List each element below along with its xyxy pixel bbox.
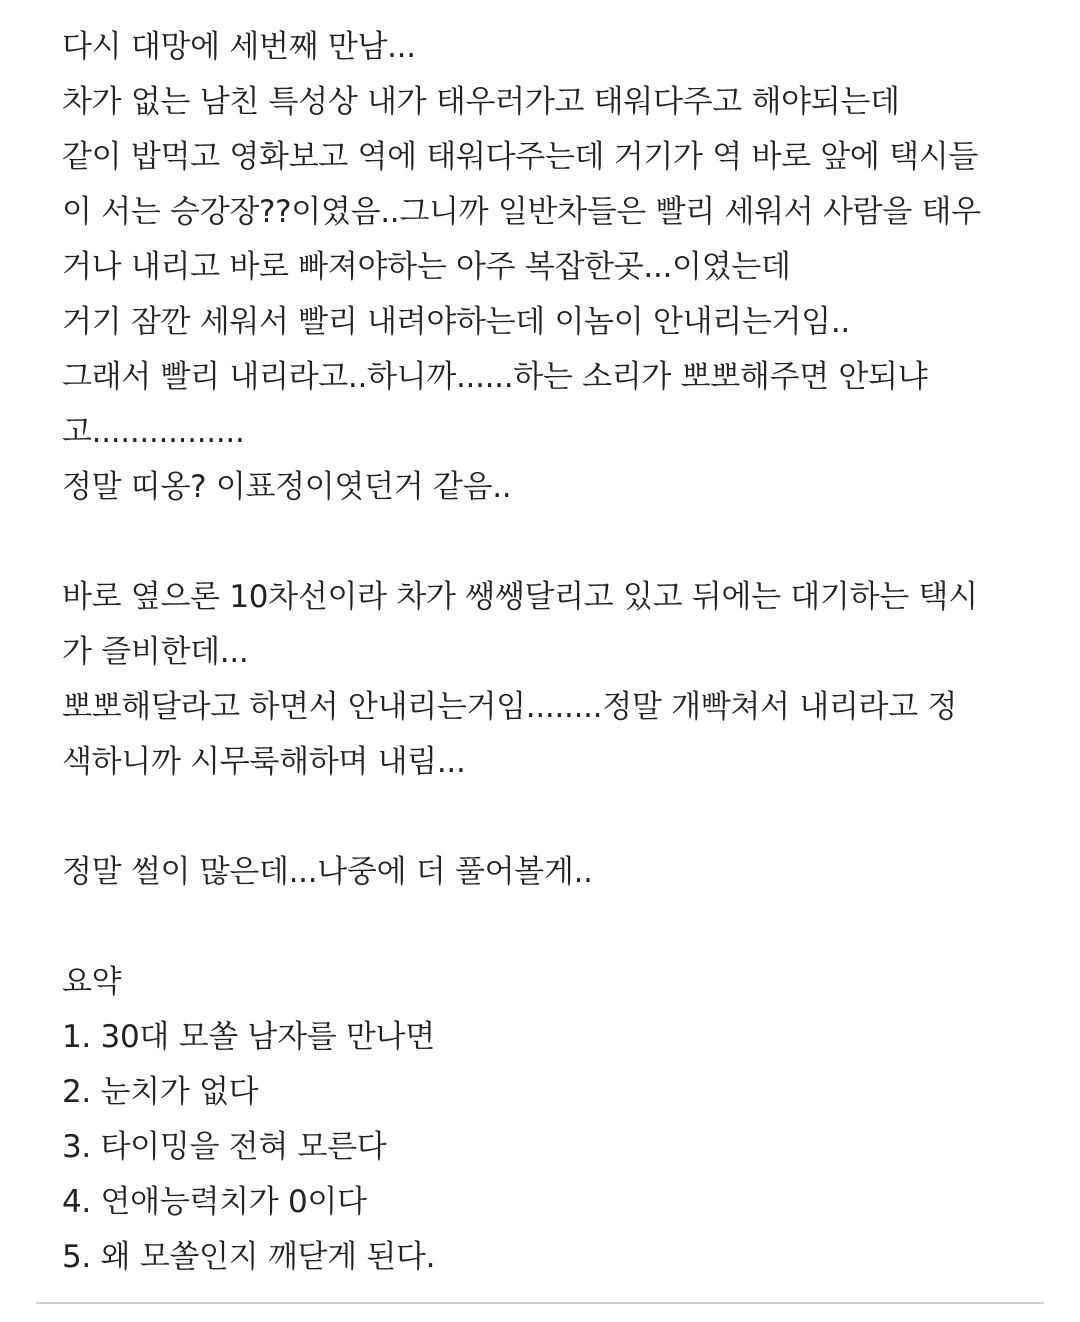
summary-item: 3. 타이밍을 전혀 모른다	[62, 1129, 387, 1165]
text-line: 가 즐비한데...	[62, 634, 249, 670]
text-line: 색하니까 시무룩해하며 내림...	[62, 744, 466, 780]
summary-heading: 요약	[62, 964, 122, 1000]
text-line: 거기 잠깐 세워서 빨리 내려야하는데 이놈이 안내리는거임..	[62, 304, 850, 340]
paragraph-1	[62, 20, 1052, 515]
text-line: 차가 없는 남친 특성상 내가 태우러가고 태워다주고 해야되는데	[62, 84, 900, 120]
summary-item: 5. 왜 모쏠인지 깨닫게 된다.	[62, 1239, 436, 1275]
summary-item: 4. 연애능력치가 0이다	[62, 1184, 367, 1220]
text-line: 그래서 빨리 내리라고..하니까......하는 소리가 뽀뽀해주면 안되냐	[62, 359, 928, 395]
post-body	[62, 20, 1052, 1285]
text-line: 거나 내리고 바로 빠져야하는 아주 복잡한곳...이였는데	[62, 249, 791, 285]
text-line: 다시 대망에 세번째 만남...	[62, 29, 416, 65]
paragraph-spacer	[62, 790, 1052, 845]
paragraph-2	[62, 570, 1052, 790]
bottom-divider	[36, 1302, 1044, 1304]
paragraph-spacer	[62, 900, 1052, 955]
text-line: 바로 옆으론 10차선이라 차가 쌩쌩달리고 있고 뒤에는 대기하는 택시	[62, 579, 978, 615]
summary-item: 2. 눈치가 없다	[62, 1074, 259, 1110]
text-line: 정말 띠옹? 이표정이엿던거 같음..	[62, 469, 512, 505]
paragraph-3	[62, 845, 1052, 900]
summary-item: 1. 30대 모쏠 남자를 만나면	[62, 1019, 435, 1055]
text-line: 이 서는 승강장??이였음..그니까 일반차들은 빨리 세워서 사람을 태우	[62, 194, 981, 230]
paragraph-spacer	[62, 515, 1052, 570]
text-line: 뽀뽀해달라고 하면서 안내리는거임........정말 개빡쳐서 내리라고 정	[62, 689, 957, 725]
text-line: 같이 밥먹고 영화보고 역에 태워다주는데 거기가 역 바로 앞에 택시들	[62, 139, 979, 175]
summary-section	[62, 955, 1052, 1285]
text-line: 고................	[62, 414, 245, 450]
text-line: 정말 썰이 많은데...나중에 더 풀어볼게..	[62, 854, 593, 890]
